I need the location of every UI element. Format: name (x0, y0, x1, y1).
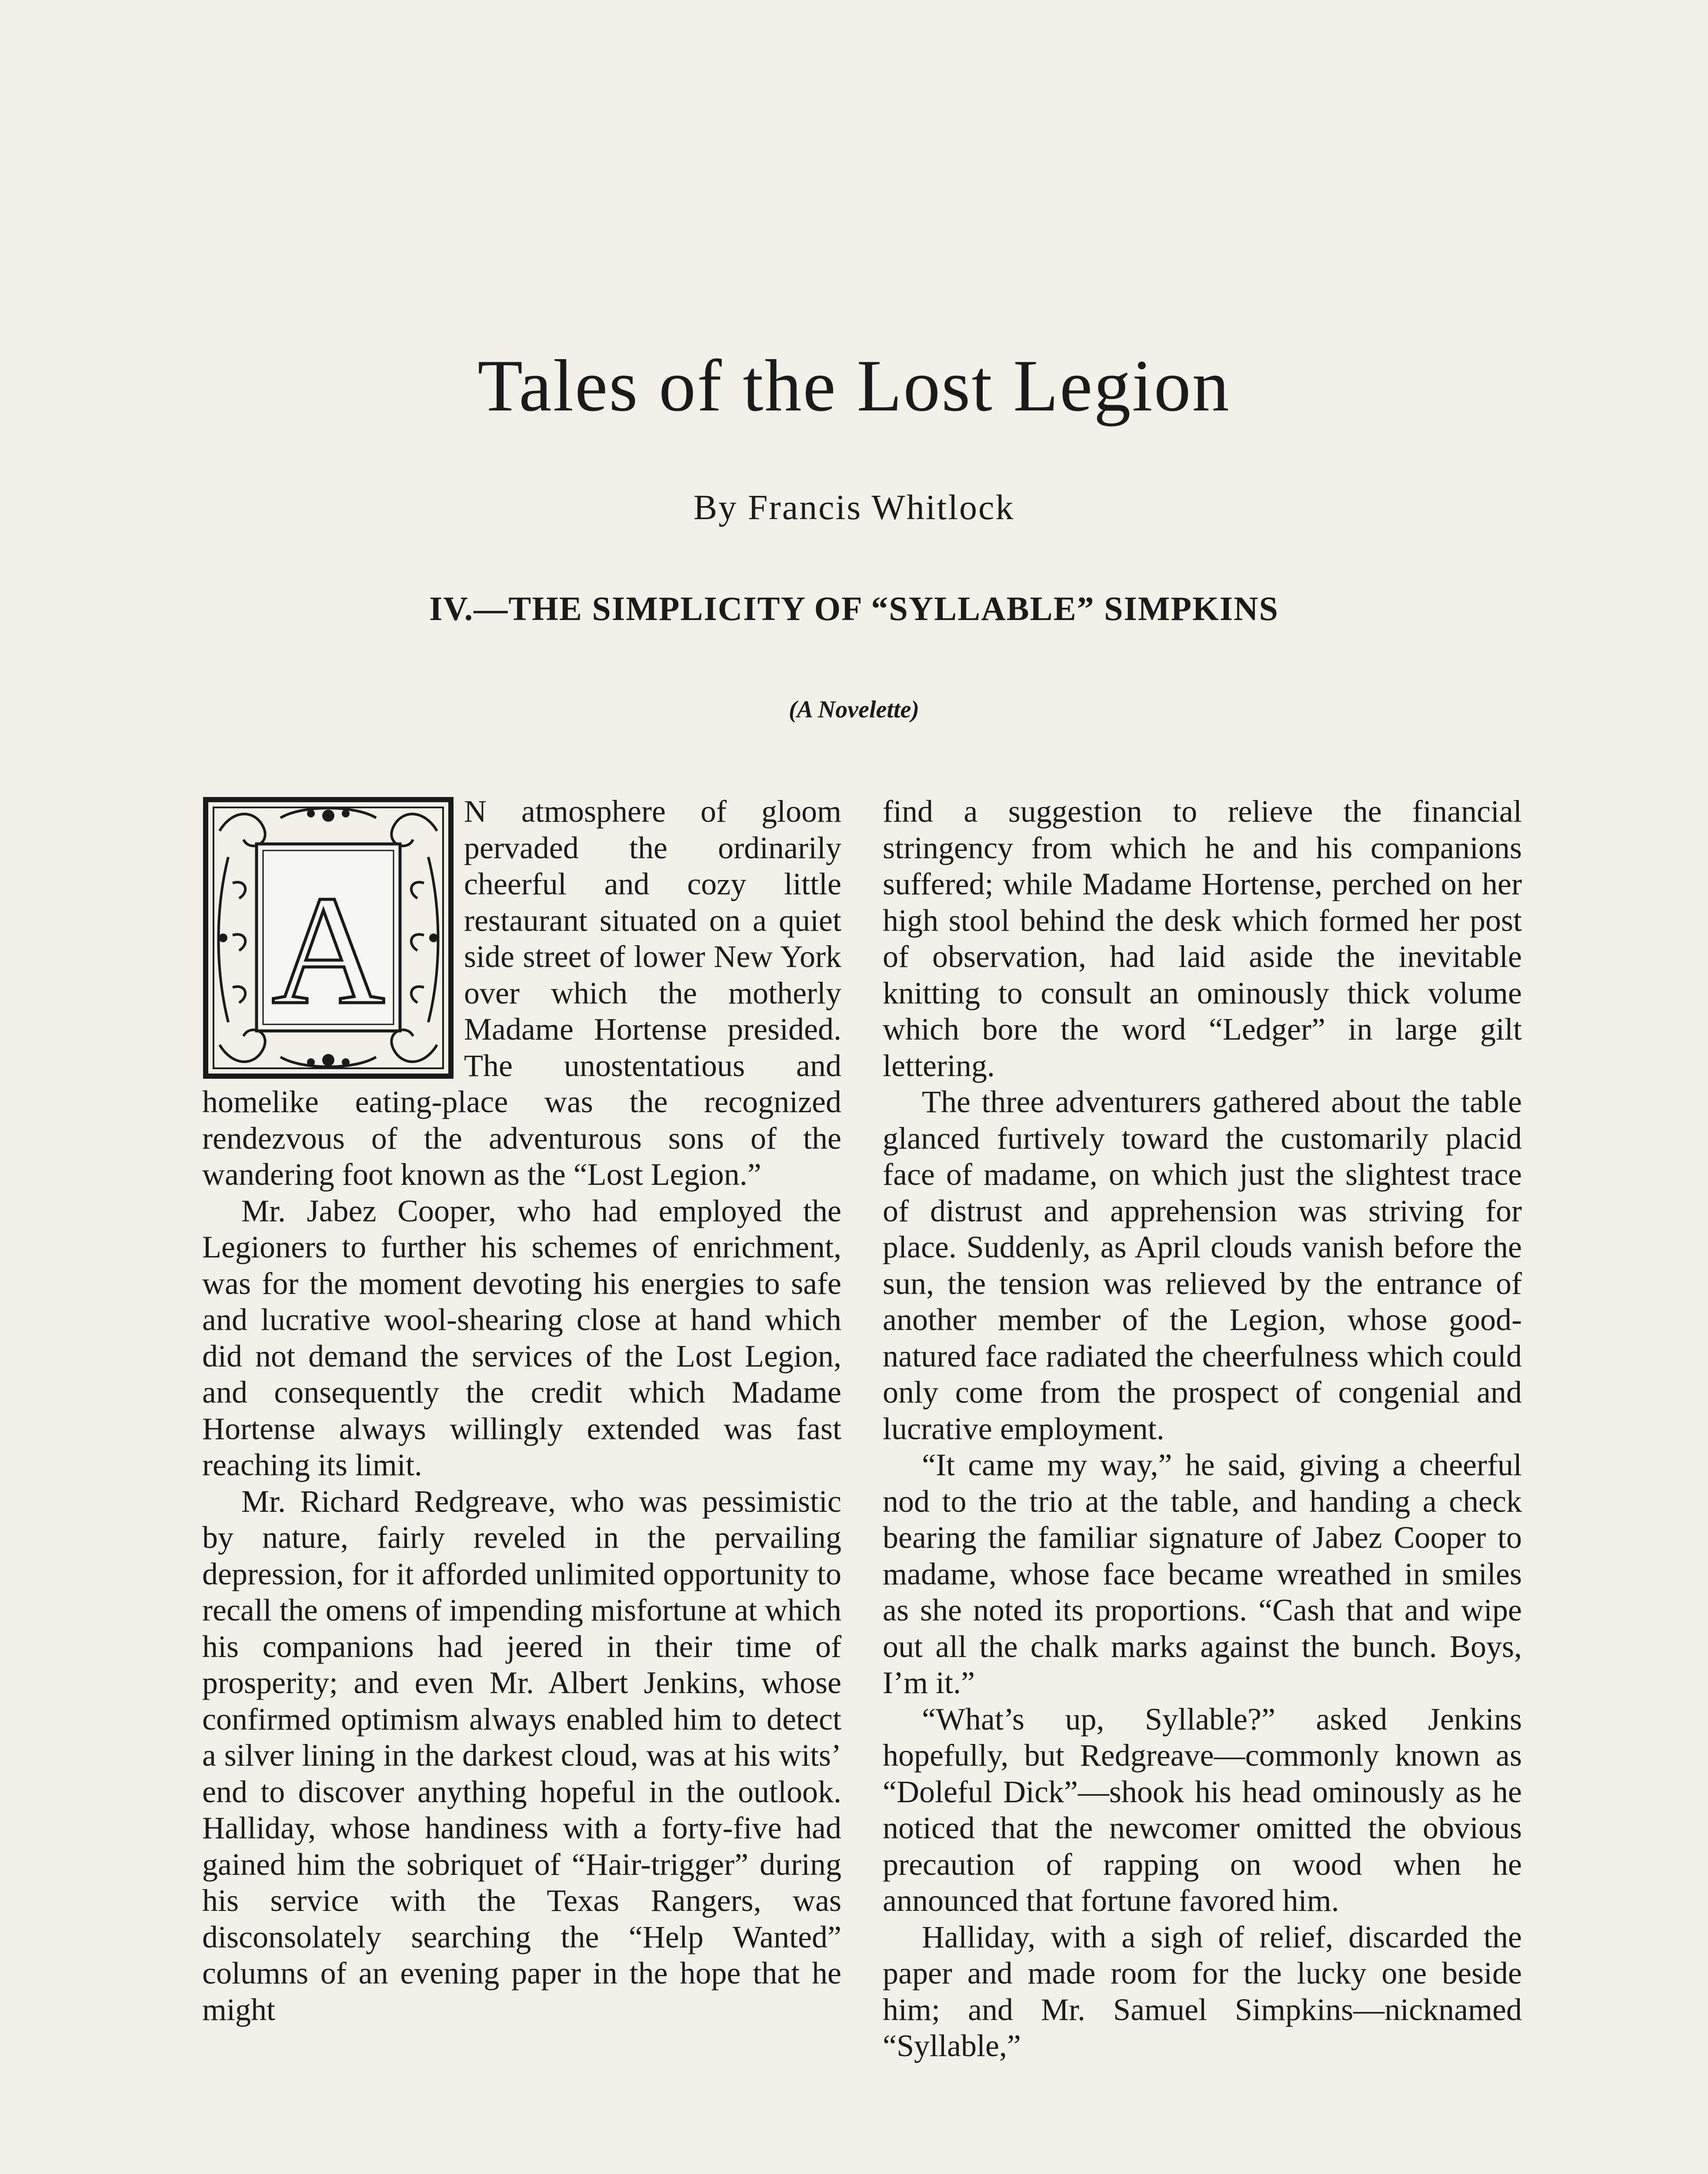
right-column (883, 794, 1522, 2174)
left-column (202, 794, 841, 2174)
paragraph: Mr. Richard Redgreave, who was pessimistic by nature, fairly reveled in the pervailing depression, for it afforded unlimited opportunity to recall the omens of impending misfortune at which his companions had jeered in their time of prosperity; and even Mr. Albert Jenkins, whose confirmed optimism always enabled him to detect a silver lining in the darkest cloud, was at his wits’ end to discover anything hopeful in the outlook. Halliday, whose handiness with a forty-five had gained him the sobriquet of “Hair-trigger” during his service with the Texas Rangers, was disconsolately searching the “Help Wanted” columns of an evening paper in the hope that he might (202, 1484, 841, 2027)
paragraph: Halliday, with a sigh of relief, discarded the paper and made room for the lucky one beside him; and Mr. Samuel Simpkins—nicknamed “Syllable,” (883, 1919, 1522, 2063)
paragraph: N atmosphere of gloom pervaded the ordinarily cheerful and cozy little restaurant situated on a quiet side street of lower New York over which the motherly Madame Hortense presided. The unostentatious and homelike eating-place was the recognized rendezvous of the adventurous sons of the wandering foot known as the “Lost Legion.” (202, 794, 841, 1192)
author-byline: By Francis Whitlock (693, 487, 1015, 527)
novelette-subtitle: (A Novelette) (788, 696, 920, 723)
paragraph: “What’s up, Syllable?” asked Jenkins hopefully, but Redgreave—commonly known as “Doleful Dick”—shook his head ominously as he noticed that the newcomer omitted the obvious precaution of rapping on wood when he announced that fortune favored him. (883, 1701, 1522, 1918)
paragraph: find a suggestion to relieve the financial stringency from which he and his companions suffered; while Madame Hortense, perched on her high stool behind the desk which formed her post of observation, had laid aside the inevitable knitting to consult an ominously thick volume which bore the word “Ledger” in large gilt lettering. (883, 794, 1522, 1083)
drop-cap-ornament (202, 796, 454, 1080)
paragraph: “It came my way,” he said, giving a cheerful nod to the trio at the table, and handing a check bearing the familiar signature of Jabez Cooper to madame, whose face became wreathed in smiles as she noted its proportions. “Cash that and wipe out all the chalk marks against the bunch. Boys, I’m it.” (883, 1447, 1522, 1700)
chapter-heading: IV.—THE SIMPLICITY OF “SYLLABLE” SIMPKINS (429, 590, 1279, 627)
paragraph: Mr. Jabez Cooper, who had employed the Legioners to further his schemes of enrichment, was for the moment devoting his energies to safe and lucrative wool-shearing close at hand which did not demand the services of the Lost Legion, and consequently the credit which Madame Hortense always willingly extended was fast reaching its limit. (202, 1193, 841, 1482)
drop-cap-letter: A (272, 863, 385, 1037)
article-title: Tales of the Lost Legion (477, 345, 1231, 427)
paragraph: The three adventurers gathered about the table glanced furtively toward the customarily placid face of madame, on which just the slightest trace of distrust and apprehension was striving for place. Suddenly, as April clouds vanish before the sun, the tension was relieved by the entrance of another member of the Legion, whose good-natured face radiated the cheerfulness which could only come from the prospect of congenial and lucrative employment. (883, 1084, 1522, 1446)
